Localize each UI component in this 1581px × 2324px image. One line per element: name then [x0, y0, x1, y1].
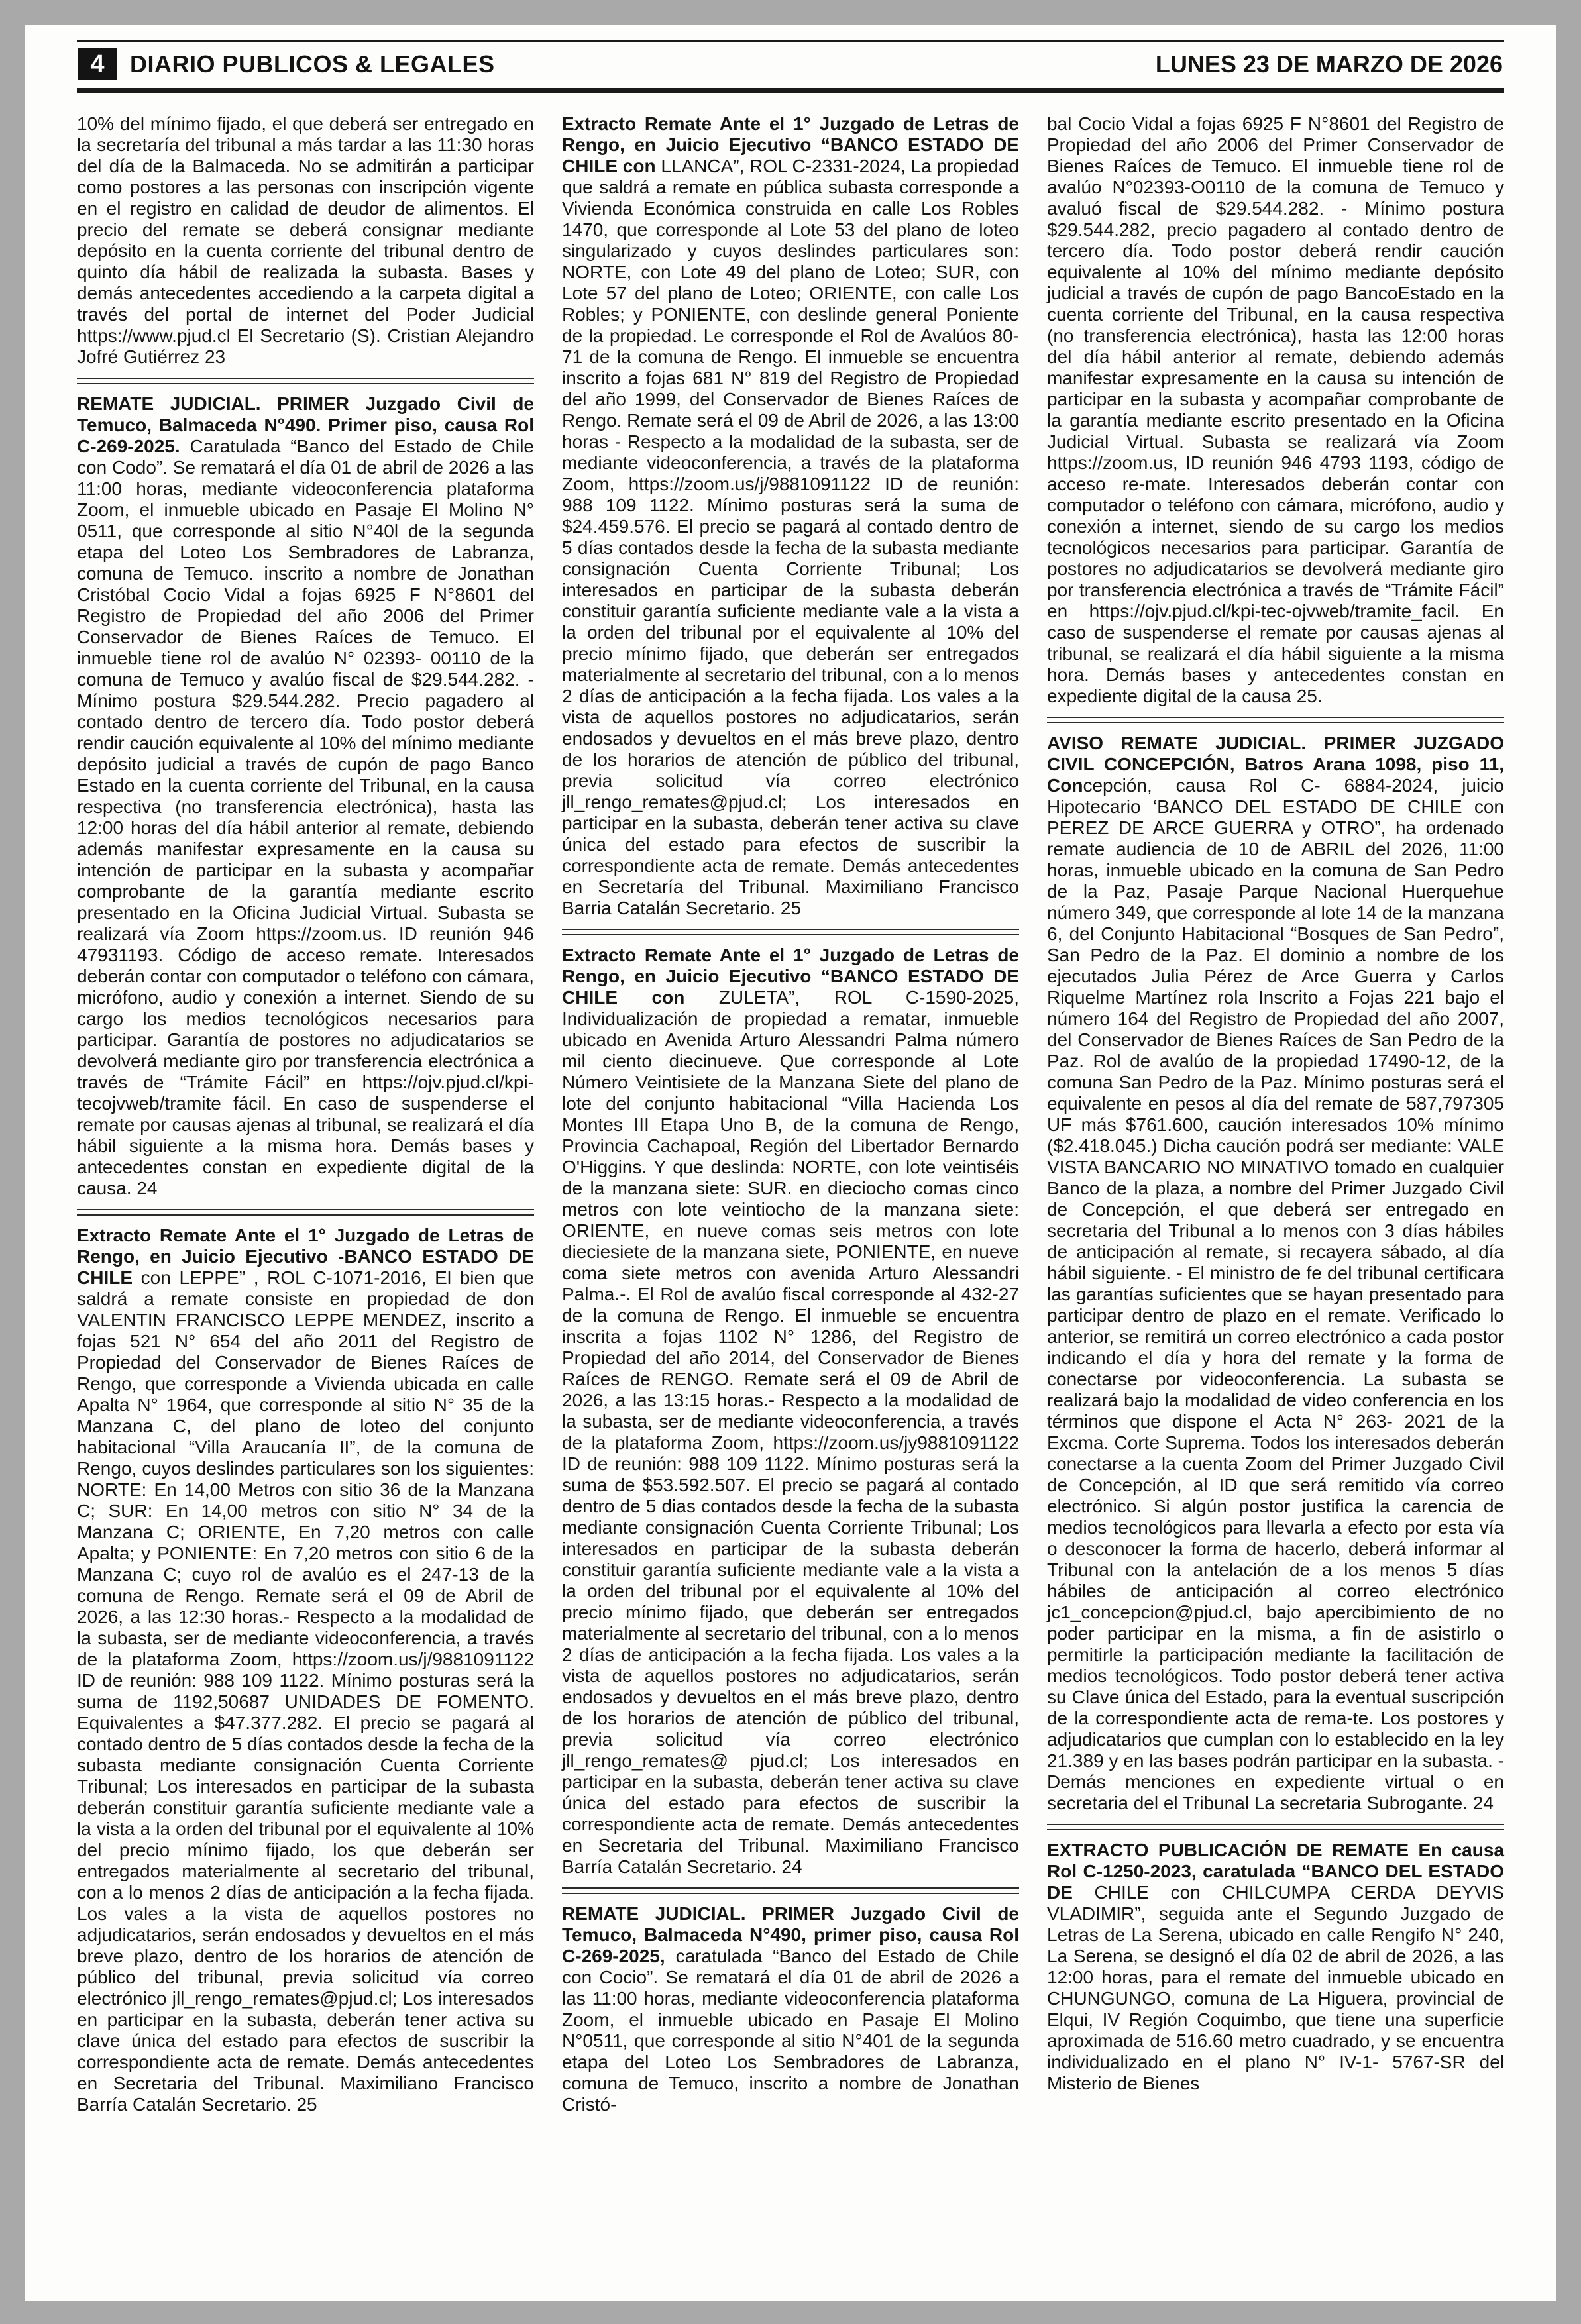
- newspaper-title: DIARIO PUBLICOS & LEGALES: [130, 50, 495, 78]
- notice-text: [77, 1225, 534, 2115]
- column-3: [1047, 113, 1504, 2115]
- column-2: [562, 113, 1019, 2115]
- notice-separator: [1047, 717, 1504, 723]
- notice-text: [77, 113, 534, 368]
- notice-lead: AVISO REMATE JUDICIAL. PRIMER JUZGADO CIVIL CONCEPCIÓN, Batros Arana 1098, piso 11, Con: [1047, 733, 1504, 796]
- notice-body: cepción, causa Rol C- 6884-2024, juicio Hipotecario ‘BANCO DEL ESTADO DE CHILE con PEREZ DE ARCE GUERRA y OTRO”, ha ordenado remate audiencia de 10 de ABRIL del 2026, 11:00 horas, inmueble ubicado en la comuna de San Pedro de la Paz, Pasaje Parque Nacional Huerquehue número 349, que corresponde al lote 14 de la manzana 6, del Conjunto Habitacional “Bosques de San Pedro”, San Pedro de la Paz. El dominio a nombre de los ejecutados Julia Pérez de Arce Guerra y Carlos Riquelme Martínez rola Inscrito a Fojas 221 bajo el número 164 del Registro de Propiedad del año 2007, del Conservador de Bienes Raíces de San Pedro de la Paz. Rol de avalúo de la propiedad 17490-12, de la comuna San Pedro de la Paz. Mínimo posturas será el equivalente en pesos al día del remate de 587,797305 UF más $761.600, caución interesados 10% mínimo ($2.418.045.) Dicha caución podrá ser mediante: VALE VISTA BANCARIO NO MINATIVO tomado en cualquier Banco de la plaza, a nombre del Primer Juzgado Civil de Concepción, el que deberá ser entregado en secretaria del Tribunal a lo menos con 3 días hábiles de anticipación al remate, si recayera sábado, al día hábil siguiente. - El ministro de fe del tribunal certificara las garantías suficientes que se hayan presentado para participar dentro de plazo en el remate. Verificado lo anterior, se remitirá un correo electrónico a cada postor indicando el día y hora del remate y la forma de conectarse por videoconferencia. La subasta se realizará bajo la modalidad de video conferencia en los términos que dispone el Acta N° 263- 2021 de la Excma. Corte Suprema. Todos los interesados deberán conectarse a la cuenta Zoom del Primer Juzgado Civil de Concepción, al ID que será remitido vía correo electrónico. Si algún postor justifica la carencia de medios tecnológicos para llevarla a efecto por esta vía o desconocer la forma de hacerlo, deberá informar al Tribunal con la antelación de a los menos 5 días hábiles de anticipación al correo electrónico jc1_concepcion@pjud.cl, bajo apercibimiento de no poder participar en la misma, a fin de asistirlo o permitirle la participación mediante la facilitación de medios tecnológicos. Todo postor deberá tener activa su Clave única del Estado, para la eventual suscripción de la correspondiente acta de rema-te. Los postores y adjudicatarios que cumplan con lo establecido en la ley 21.389 y en las bases podrán participar en la subasta. -Demás menciones en expediente virtual o en secretaria del el Tribunal La secretaria Subrogante. 24: [1047, 775, 1504, 1813]
- legal-notice: [562, 945, 1019, 1877]
- notice-lead: Extracto Remate Ante el 1° Juzgado de Letras de Rengo, en Juicio Ejecutivo “BANCO ESTADO DE CHILE con: [562, 945, 1019, 1008]
- notice-text: [1047, 113, 1504, 707]
- notice-body: CHILE con CHILCUMPA CERDA DEYVIS VLADIMIR”, seguida ante el Segundo Juzgado de Letras de La Serena, ubicado en calle Rengifo N° 240, La Serena, se designó el día 02 de abril de 2026, a las 12:00 horas, para el remate del inmueble ubicado en CHUNGUNGO, comuna de La Higuera, provincial de Elqui, IV Región Coquimbo, que tiene una superficie aproximada de 516.60 metro cuadrado, y se encuentra individualizado en el plano N° IV-1- 5767-SR del Misterio de Bienes: [1047, 1882, 1504, 2093]
- notice-separator: [562, 1887, 1019, 1894]
- notice-text: [1047, 1840, 1504, 2094]
- notices-content: [77, 113, 1504, 2115]
- notice-body: con LEPPE” , ROL C-1071-2016, El bien que saldrá a remate consiste en propiedad de don VALENTIN FRANCISCO LEPPE MENDEZ, inscrito a fojas 521 N° 654 del año 2011 del Registro de Propiedad del Conservador de Bienes Raíces de Rengo, que corresponde a Vivienda ubicada en calle Apalta N° 1964, que corresponde al sitio N° 35 de la Manzana C, del plano de loteo del conjunto habitacional “Villa Araucanía II”, de la comuna de Rengo, cuyos deslindes particulares son los siguientes: NORTE: En 14,00 Metros con sitio 36 de la Manzana C; SUR: En 14,00 metros con sitio N° 34 de la Manzana C; ORIENTE, En 7,20 metros con calle Apalta; y PONIENTE: En 7,20 metros con sitio 6 de la Manzana C; cuyo rol de avalúo es el 247-13 de la comuna de Rengo. Remate será el 09 de Abril de 2026, a las 12:30 horas.- Respecto a la modalidad de la subasta, ser de mediante videoconferencia, a través de la plataforma Zoom, https://zoom.us/j/9881091122 ID de reunión: 988 109 1122. Mínimo posturas será la suma de 1192,50687 UNIDADES DE FOMENTO. Equivalentes a $47.377.282. El precio se pagará al contado dentro de 5 días contados desde la fecha de la subasta mediante consignación Cuenta Corriente Tribunal; Los interesados en participar de la subasta deberán constituir garantía suficiente mediante vale a la vista a la orden del tribunal por el equivalente al 10% del precio mínimo fijado, los que deberán ser entregados materialmente al secretario del tribunal, con a lo menos 2 días de anticipación a la fecha fijada. Los vales a la vista de aquellos postores no adjudicatarios, serán endosados y devueltos en el más breve plazo, dentro de los horarios de atención de público del tribunal, previa solicitud vía correo electrónico jll_rengo_remates@pjud.cl; Los interesados en participar en la subasta, deberán tener activa su clave única del estado para efectos de suscribir la correspondiente acta de remate. Demás antecedentes en Secretaria del Tribunal. Maximiliano Francisco Barría Catalán Secretario. 25: [77, 1267, 535, 2115]
- notice-text: [562, 113, 1019, 919]
- notice-body: LLANCA”, ROL C-2331-2024, La propiedad que saldrá a remate en pública subasta corresponde a Vivienda Económica construida en calle Los Robles 1470, que corresponde al Lote 53 del plano de loteo singularizado y cuyos deslindes particulares son: NORTE, con Lote 49 del plano de Loteo; SUR, con Lote 57 del plano de Loteo; ORIENTE, con calle Los Robles; y PONIENTE, con deslinde general Poniente de la propiedad. Le corresponde el Rol de Avalúos 80-71 de la comuna de Rengo. El inmueble se encuentra inscrito a fojas 681 N° 819 del Registro de Propiedad del año 1999, del Conservador de Bienes Raíces de Rengo. Remate será el 09 de Abril de 2026, a las 13:00 horas - Respecto a la modalidad de la subasta, ser de mediante videoconferencia, a través de la plataforma Zoom, https://zoom.us/j/9881091122 ID de reunión: 988 109 1122. Mínimo posturas será la suma de $24.459.576. El precio se pagará al contado dentro de 5 días contados desde la fecha de la subasta mediante consignación Cuenta Corriente Tribunal; Los interesados en participar de la subasta deberán constituir garantía suficiente mediante vale a la vista a la orden del tribunal por el equivalente al 10% del precio mínimo fijado, que deberán ser entregados materialmente al secretario del tribunal, con a lo menos 2 días de anticipación a la fecha fijada. Los vales a la vista de aquellos postores no adjudicatarios, serán endosados y devueltos en el más breve plazo, dentro de los horarios de atención de público del tribunal, previa solicitud vía correo electrónico jll_rengo_remates@pjud.cl; Los interesados en participar en la subasta, deberán tener activa su clave única del estado para efectos de suscribir la correspondiente acta de remate. Demás antecedentes en Secretaría del Tribunal. Maximiliano Francisco Barria Catalán Secretario. 25: [562, 156, 1019, 918]
- notice-separator: [77, 1209, 534, 1216]
- notice-body: ZULETA”, ROL C-1590-2025, Individualización de propiedad a rematar, inmueble ubicado en Avenida Arturo Alessandri Palma número mil ciento diecinueve. Que corresponde al Lote Número Veintisiete de la Manzana Siete del plano de lote del conjunto habitacional “Villa Hacienda Los Montes III Etapa Uno B, de la comuna de Rengo, Provincia Cachapoal, Región del Libertador Bernardo O'Higgins. Y que deslinda: NORTE, con lote veintiséis de la manzana siete: SUR. en dieciocho comas cinco metros con lote veintiocho de la manzana siete: ORIENTE, en nueve comas seis metros con lote dieciesiete de la manzana siete, PONIENTE, en nueve coma siete metros con avenida Arturo Alessandri Palma.-. El Rol de avalúo fiscal corresponde al 432-27 de la comuna de Rengo. El inmueble se encuentra inscrita a fojas 1102 N° 1286, del Registro de Propiedad del año 2014, del Conservador de Bienes Raíces de RENGO. Remate será el 09 de Abril de 2026, a las 13:15 horas.- Respecto a la modalidad de la subasta, ser de mediante videoconferencia, a través de la plataforma Zoom, https://zoom.us/jy9881091122 ID de reunión: 988 109 1122. Mínimo posturas será la suma de $53.592.507. El precio se pagará al contado dentro de 5 dias contados desde la fecha de la subasta mediante consignación Cuenta Corriente Tribunal; Los interesados en participar de la subasta deberán constituir garantía suficiente mediante vale a la vista a la orden del tribunal por el equivalente al 10% del precio mínimo fijado, que deberán ser entregados materialmente al secretario del tribunal, con a lo menos 2 días de anticipación a la fecha fijada. Los vales a la vista de aquellos postores no adjudicatarios, serán endosados y devueltos en el más breve plazo, dentro de los horarios de atención de público del tribunal, previa solicitud vía correo electrónico jll_rengo_remates@ pjud.cl; Los interesados en participar en la subasta, deberán tener activa su clave única del estado para efectos de suscribir la correspondiente acta de remate. Demás antecedentes en Secretaria del Tribunal. Maximiliano Francisco Barría Catalán Secretario. 24: [562, 987, 1019, 1877]
- notice-body: Caratulada “Banco del Estado de Chile con Codo”. Se rematará el día 01 de abril de 2026 a las 11:00 horas, mediante videoconferencia plataforma Zoom, el inmueble ubicado en Pasaje El Molino N° 0511, que corresponde al sitio N°40l de la segunda etapa del Loteo Los Sembradores de Labranza, comuna de Temuco. inscrito a nombre de Jonathan Cristóbal Cocio Vidal a fojas 6925 F N°8601 del Registro de Propiedad del año 2006 del Primer Conservador de Bienes Raíces de Temuco. El inmueble tiene rol de avalúo N° 02393- 00110 de la comuna de Temuco y avalúo fiscal de $29.544.282. - Mínimo postura $29.544.282. Precio pagadero al contado dentro de tercero día. Todo postor deberá rendir caución equivalente al 10% del mínimo mediante depósito judicial a través de cupón de pago Banco Estado en la cuenta corriente del Tribunal, en la causa respectiva (no transferencia electrónica), hasta las 12:00 horas del día hábil anterior al remate, debiendo además manifestar expresamente en la causa su intención de participar en la subasta y acompañar comprobante de la garantía mediante escrito presentado en la Oficina Judicial Virtual. Subasta se realizará vía Zoom https://zoom.us. ID reunión 946 47931193. Código de acceso remate. Interesados deberán contar con computador o teléfono con cámara, micrófono, audio y conexión a internet. Siendo de su cargo los medios tecnológicos necesarios para participar. Garantía de postores no adjudicatarios se devolverá mediante giro por transferencia electrónica a través de “Trámite Fácil” en https://ojv.pjud.cl/kpi- tecojvweb/tramite fácil. En caso de suspenderse el remate por causas ajenas al tribunal, se realizará el día hábil siguiente a la misma hora. Demás bases y antecedentes constan en expediente digital de la causa. 24: [77, 436, 534, 1198]
- masthead: [77, 40, 1504, 93]
- legal-notice: [1047, 733, 1504, 1814]
- notice-text: [1047, 733, 1504, 1814]
- legal-notice: [77, 394, 534, 1199]
- page-number: 4: [90, 50, 105, 78]
- notice-body: bal Cocio Vidal a fojas 6925 F N°8601 del Registro de Propiedad del año 2006 del Primer Conservador de Bienes Raíces de Temuco. El inmueble tiene rol de avalúo N°02393-O0110 de la comuna de Temuco y avaluó fiscal de $29.544.282. - Mínimo postura $29.544.282, precio pagadero al contado dentro de tercero día. Todo postor deberá rendir caución equivalente al 10% del mínimo mediante depósito judicial a través de cupón de pago BancoEstado en la cuenta corriente del Tribunal, en la causa respectiva (no transferencia electrónica), hasta las 12:00 horas del día hábil anterior al remate, debiendo además manifestar expresamente en la causa su intención de participar en la subasta y acompañar comprobante de la garantía mediante escrito presentado en la Oficina Judicial Virtual. Subasta se realizará vía Zoom https://zoom.us, ID reunión 946 4793 1193, código de acceso re-mate. Interesados deberán contar con computador o teléfono con cámara, micrófono, audio y conexión a internet, siendo de su cargo los medios tecnológicos necesarios para participar. Garantía de postores no adjudicatarios se devolverá mediante giro por transferencia electrónica a través de “Trámite Fácil” en https://ojv.pjud.cl/kpi-tec-ojvweb/tramite_facil. En caso de suspenderse el remate por causas ajenas al tribunal, se realizará el día hábil siguiente a la misma hora. Demás bases y antecedentes constan en expediente digital de la causa 25.: [1047, 113, 1504, 706]
- legal-notice: [77, 1225, 534, 2115]
- notice-body: 10% del mínimo fijado, el que deberá ser entregado en la secretaría del tribunal a más tardar a las 11:30 horas del día de la Balmaceda. No se admitirán a participar como postores a las personas con inscripción vigente en el registro en calidad de deudor de alimentos. El precio del remate se deberá consignar mediante depósito en la cuenta corriente del tribunal dentro de quinto día hábil de realizada la subasta. Bases y demás antecedentes accediendo a la carpeta digital a través del portal de internet del Poder Judicial https://www.pjud.cl El Secretario (S). Cristian Alejandro Jofré Gutiérrez 23: [77, 113, 534, 367]
- column-1: [77, 113, 534, 2115]
- notice-text: [77, 394, 534, 1199]
- legal-notice: [1047, 113, 1504, 707]
- edition-date: LUNES 23 DE MARZO DE 2026: [1155, 50, 1503, 78]
- legal-notice: [1047, 1840, 1504, 2094]
- notice-text: [562, 1903, 1019, 2115]
- notice-lead: Extracto Remate Ante el 1° Juzgado de Letras de Rengo, en Juicio Ejecutivo “BANCO ESTADO DE CHILE con: [562, 113, 1019, 176]
- notice-separator: [562, 929, 1019, 935]
- notice-body: caratulada “Banco del Estado de Chile con Cocio”. Se rematará el día 01 de abril de 2026 a las 11:00 horas, mediante videoconferencia plataforma Zoom, el inmueble ubicado en Pasaje El Molino N°0511, que corresponde al sitio N°401 de la segunda etapa del Loteo Los Sembradores de Labranza, comuna de Temuco, inscrito a nombre de Jonathan Cristó-: [562, 1946, 1020, 2115]
- notice-separator: [1047, 1824, 1504, 1830]
- legal-notice: [562, 1903, 1019, 2115]
- legal-notice: [562, 113, 1019, 919]
- notice-lead: EXTRACTO PUBLICACIÓN DE REMATE En causa Rol C-1250-2023, caratulada “BANCO DEL ESTADO DE: [1047, 1840, 1504, 1903]
- notice-lead: REMATE JUDICIAL. PRIMER Juzgado Civil de Temuco, Balmaceda N°490. Primer piso, causa Rol C-269-2025.: [77, 394, 534, 456]
- newspaper-page: [25, 25, 1556, 2301]
- legal-notice: [77, 113, 534, 368]
- page-number-box: [78, 48, 117, 80]
- notice-lead: Extracto Remate Ante el 1° Juzgado de Letras de Rengo, en Juicio Ejecutivo -BANCO ESTADO DE CHILE: [77, 1225, 534, 1288]
- notice-lead: REMATE JUDICIAL. PRIMER Juzgado Civil de Temuco, Balmaceda N°490, primer piso, causa Rol C-269-2025,: [562, 1903, 1019, 1966]
- notice-separator: [77, 378, 534, 384]
- notice-text: [562, 945, 1019, 1877]
